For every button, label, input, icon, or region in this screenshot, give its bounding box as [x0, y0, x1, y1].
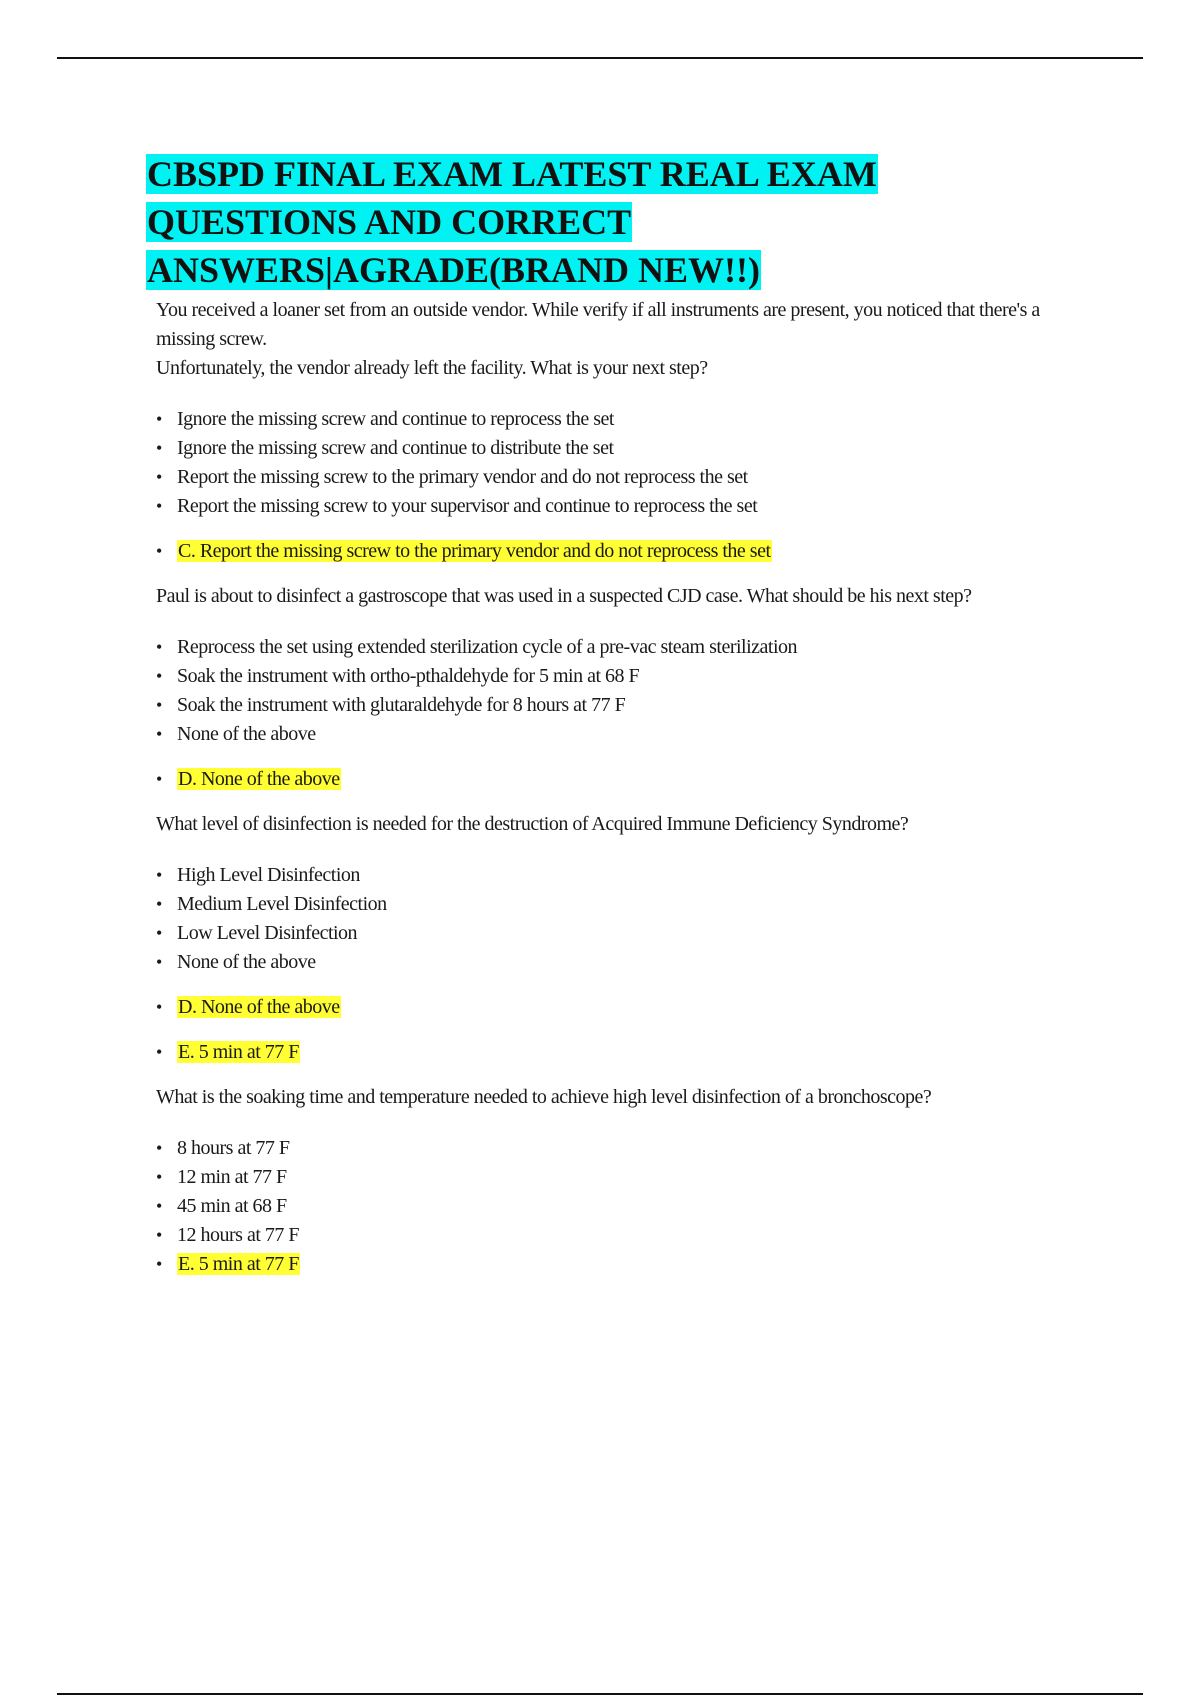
- question-4-option-a: • 8 hours at 77 F: [156, 1134, 1046, 1163]
- question-1-option-d: • Report the missing screw to your supervisor and continue to reprocess the set: [156, 492, 1046, 521]
- question-3-option-d: • None of the above: [156, 948, 1046, 977]
- question-3-answer-list-2: [156, 1038, 1046, 1067]
- footer-rule: [57, 1693, 1143, 1695]
- question-4-answer: [156, 1250, 1046, 1279]
- question-3-answer-2: [156, 1038, 1046, 1067]
- question-2-option-b: • Soak the instrument with ortho-pthaldehyde for 5 min at 68 F: [156, 662, 1046, 691]
- question-1-answer: [156, 537, 1046, 566]
- title-line-2: QUESTIONS AND CORRECT: [147, 202, 632, 242]
- document-title: [146, 150, 1046, 294]
- question-3-option-b: • Medium Level Disinfection: [156, 890, 1046, 919]
- document-body: [146, 150, 1046, 1279]
- question-2-text: Paul is about to disinfect a gastroscope that was used in a suspected CJD case. What should be his next step?: [156, 585, 972, 607]
- question-2-option-a: • Reprocess the set using extended sterilization cycle of a pre-vac steam sterilization: [156, 633, 1046, 662]
- question-block-1: [156, 296, 1046, 566]
- question-1-option-c: • Report the missing screw to the primary vendor and do not reprocess the set: [156, 463, 1046, 492]
- question-4-option-c: • 45 min at 68 F: [156, 1192, 1046, 1221]
- question-2-answer-list: [156, 765, 1046, 794]
- header-rule: [57, 57, 1143, 59]
- question-3-options: [156, 861, 1046, 977]
- question-3-answer-list-1: [156, 993, 1046, 1022]
- question-1-text: [156, 296, 1046, 383]
- question-1-line-2: Unfortunately, the vendor already left the facility. What is your next step?: [156, 357, 708, 379]
- question-4-answer-text: E. 5 min at 77 F: [178, 1253, 299, 1275]
- question-3-option-c: • Low Level Disinfection: [156, 919, 1046, 948]
- question-2-option-c: • Soak the instrument with glutaraldehyde for 8 hours at 77 F: [156, 691, 1046, 720]
- question-3-answer-1-text: D. None of the above: [178, 996, 340, 1018]
- question-4-option-b: • 12 min at 77 F: [156, 1163, 1046, 1192]
- question-1-answer-list: [156, 537, 1046, 566]
- question-3-answer-1: [156, 993, 1046, 1022]
- question-block-3: [156, 810, 1046, 1067]
- title-line-3: ANSWERS|AGRADE(BRAND NEW!!): [147, 250, 760, 290]
- question-3-option-a: • High Level Disinfection: [156, 861, 1046, 890]
- question-block-4: [156, 1083, 1046, 1279]
- question-2-options: [156, 633, 1046, 749]
- question-4-text: What is the soaking time and temperature needed to achieve high level disinfection of a bronchoscope?: [156, 1086, 932, 1108]
- question-2-answer-text: D. None of the above: [178, 768, 340, 790]
- question-1-options: [156, 405, 1046, 521]
- question-1-answer-text: C. Report the missing screw to the primary vendor and do not reprocess the set: [178, 540, 771, 562]
- question-1-option-a: • Ignore the missing screw and continue to reprocess the set: [156, 405, 1046, 434]
- question-1-line-1: You received a loaner set from an outside vendor. While verify if all instruments are present, you noticed that there's a missing screw.: [156, 299, 1040, 350]
- question-3-text: What level of disinfection is needed for the destruction of Acquired Immune Deficiency Syndrome?: [156, 813, 909, 835]
- question-block-2: [156, 582, 1046, 794]
- question-4-option-d: • 12 hours at 77 F: [156, 1221, 1046, 1250]
- title-line-1: CBSPD FINAL EXAM LATEST REAL EXAM: [147, 154, 877, 194]
- question-4-options: [156, 1134, 1046, 1279]
- question-3-answer-2-text: E. 5 min at 77 F: [178, 1041, 299, 1063]
- question-2-option-d: • None of the above: [156, 720, 1046, 749]
- question-1-option-b: • Ignore the missing screw and continue to distribute the set: [156, 434, 1046, 463]
- question-2-answer: [156, 765, 1046, 794]
